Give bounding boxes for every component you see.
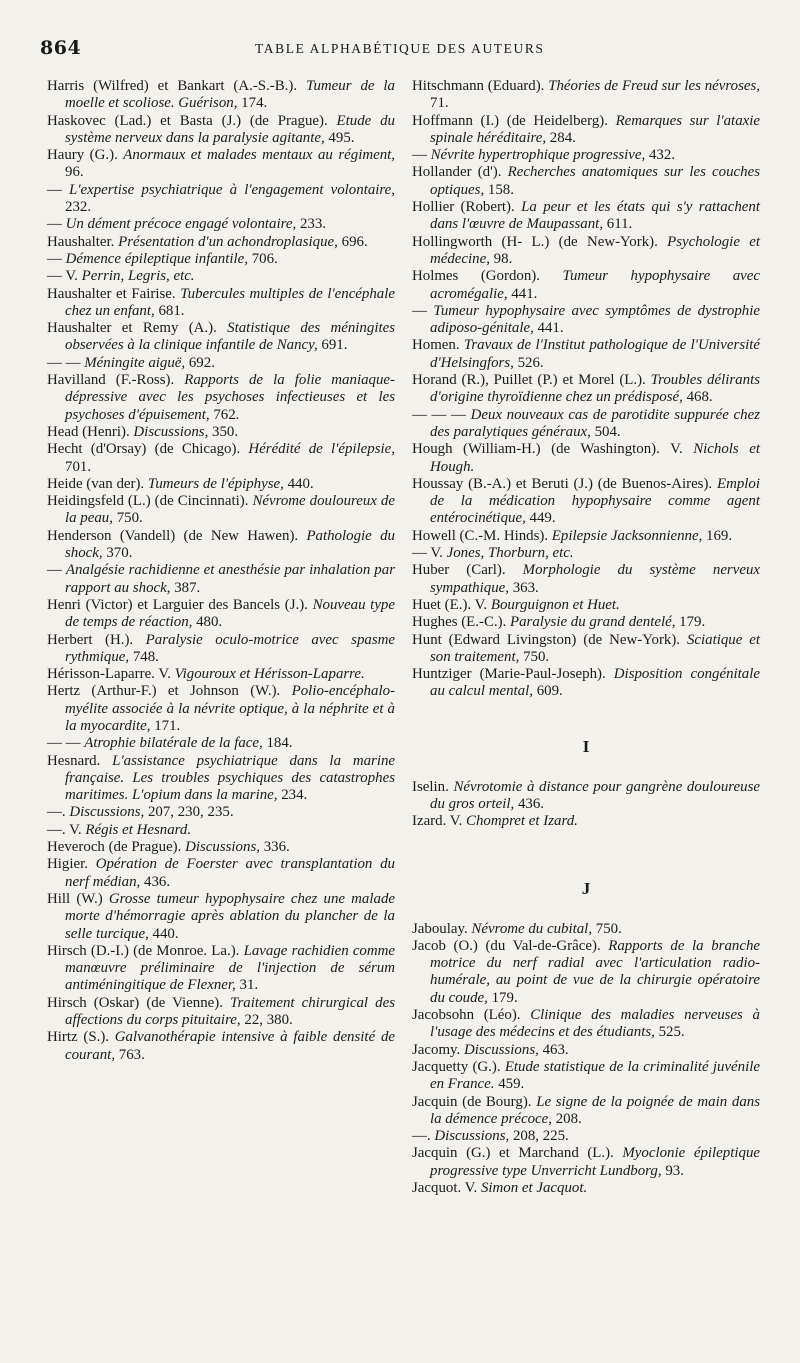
index-entry: [412, 528, 760, 545]
entry-title: Remarques sur l'ataxie spinale héréditaire,: [430, 112, 760, 146]
entry-pages: 234.: [277, 787, 308, 804]
entry-title: Atrophie bilatérale de la face,: [84, 735, 263, 752]
index-entry: [412, 1094, 760, 1129]
entry-title: Un dément précoce engagé volontaire,: [65, 216, 297, 233]
index-entry: [47, 943, 395, 995]
entry-pages: 169.: [702, 527, 733, 544]
entry-pages: 440.: [283, 475, 314, 492]
entry-title: Pathologie du shock,: [65, 527, 395, 562]
entry-author: Henri (Victor) et Larguier des Bancels (J.).: [47, 596, 313, 613]
entry-author: Houssay (B.-A.) et Beruti (J.) (de Buenos-Aires).: [412, 475, 717, 492]
entry-author: Hill (W.): [47, 890, 109, 907]
entry-author: —.: [47, 804, 70, 821]
entry-author: Head (Henri).: [47, 423, 134, 440]
index-entry: [412, 303, 760, 338]
entry-title: Opération de Foerster avec transplantation du nerf médian,: [65, 856, 395, 890]
running-head: TABLE ALPHABÉTIQUE DES AUTEURS: [255, 41, 545, 56]
entry-author: Hesnard.: [47, 752, 113, 769]
index-entry: [412, 407, 760, 442]
entry-title: Galvanothérapie intensive à faible densité de courant,: [65, 1029, 395, 1063]
entry-author: Heidingsfeld (L.) (de Cincinnati).: [47, 493, 253, 510]
entry-pages: 459.: [494, 1076, 525, 1093]
entry-author: Havilland (F.-Ross).: [47, 372, 185, 389]
entry-title: Statistique des méningites observées à la clinique infantile de Nancy,: [65, 320, 395, 354]
entry-title: Myoclonie épileptique progressive type Unverricht Lundborg,: [430, 1145, 760, 1179]
index-entry: [47, 839, 395, 856]
entry-pages: 449.: [525, 510, 556, 527]
entry-pages: 179.: [675, 614, 706, 631]
index-entry: [412, 372, 760, 407]
entry-pages: 208.: [551, 1110, 582, 1127]
entry-pages: 233.: [296, 216, 326, 233]
entry-title: Polio-encéphalo-myélite associée à la névrite optique, à la néphrite et à la myocardite,: [65, 683, 395, 734]
entry-author: Hertz (Arthur-F.) et Johnson (W.).: [47, 683, 292, 700]
entry-title: Vigouroux et Hérisson-Laparre.: [174, 666, 365, 683]
entry-title: Névrome du cubital,: [471, 920, 593, 937]
entry-title: Analgésie rachidienne et anesthésie par inhalation par rapport au shock,: [65, 562, 395, 596]
entry-author: Iselin.: [412, 778, 454, 795]
entry-pages: 762.: [209, 406, 240, 423]
entry-title: Simon et Jacquot.: [480, 1180, 588, 1197]
entry-author: —. V.: [47, 821, 86, 838]
entry-pages: 701.: [65, 458, 92, 475]
index-entry: [47, 182, 395, 217]
entry-author: Hollander (d').: [412, 164, 508, 181]
index-entry: [47, 234, 395, 251]
entry-title: Hérédité de l'épilepsie,: [248, 441, 395, 458]
entry-pages: 98.: [489, 250, 513, 267]
entry-title: Nichols et Hough.: [430, 441, 760, 475]
index-entry: [412, 813, 760, 830]
entry-title: Le signe de la poignée de main dans la démence précoce,: [430, 1093, 761, 1127]
entry-author: Herbert (H.).: [47, 631, 146, 648]
entry-author: — — —: [412, 406, 471, 423]
entry-pages: 692.: [185, 354, 215, 371]
entry-author: Huntziger (Marie-Paul-Joseph).: [412, 666, 614, 683]
entry-pages: 504.: [590, 423, 621, 440]
entry-pages: 440.: [148, 925, 179, 942]
entry-author: —: [412, 147, 431, 164]
entry-pages: 232.: [65, 199, 92, 216]
index-entry: [47, 476, 395, 493]
entry-pages: 611.: [603, 216, 633, 233]
index-entry: [412, 1128, 760, 1145]
index-entry: [47, 632, 395, 667]
index-entry: [47, 147, 395, 182]
entry-pages: 463.: [538, 1041, 569, 1058]
index-entry: [412, 1059, 760, 1094]
entry-pages: 93.: [661, 1162, 684, 1179]
index-entry: [412, 113, 760, 148]
entry-pages: 441.: [507, 285, 538, 302]
i-entries: [412, 779, 760, 831]
entry-pages: 750.: [112, 510, 143, 527]
entry-author: —: [47, 216, 66, 233]
entry-title: Disposition congénitale au calcul mental,: [430, 666, 760, 700]
index-entry: [412, 614, 760, 631]
entry-pages: 432.: [645, 147, 676, 164]
entry-author: Howell (C.-M. Hinds).: [412, 527, 552, 544]
entry-pages: 387.: [170, 579, 201, 596]
entry-title: Discussions,: [69, 804, 145, 821]
entry-author: Hollingworth (H- L.) (de New-York).: [412, 233, 668, 250]
entry-title: Discussions,: [463, 1041, 539, 1058]
entry-pages: 609.: [532, 683, 563, 700]
entry-pages: 750.: [592, 920, 622, 937]
entry-pages: 436.: [140, 873, 171, 890]
index-entry: [412, 562, 760, 597]
entry-pages: 706.: [247, 250, 278, 267]
index-entry: [47, 424, 395, 441]
index-entry: [412, 164, 760, 199]
entry-author: Hirsch (Oskar) (de Vienne).: [47, 994, 231, 1011]
index-entry: [47, 995, 395, 1030]
entry-author: Hitschmann (Eduard).: [412, 78, 549, 94]
index-entry: [47, 735, 395, 752]
entry-author: Haushalter et Remy (A.).: [47, 320, 228, 337]
entry-pages: 336.: [259, 839, 290, 856]
entry-author: Hirtz (S.).: [47, 1029, 115, 1046]
index-entry: [412, 78, 760, 113]
entry-pages: 350.: [208, 423, 239, 440]
index-entry: [412, 1042, 760, 1059]
entry-title: Bourguignon et Huet.: [490, 596, 620, 613]
index-entry: [47, 320, 395, 355]
entry-pages: 480.: [192, 614, 223, 631]
entry-title: Morphologie du système nerveux sympathique,: [430, 562, 761, 596]
entry-pages: 763.: [115, 1046, 145, 1063]
entry-title: Paralysie du grand dentelé,: [510, 614, 676, 631]
entry-title: Epilepsie Jacksonnienne,: [551, 527, 703, 544]
entry-pages: 525.: [654, 1024, 685, 1041]
entry-title: Théories de Freud sur les névroses,: [548, 78, 760, 94]
section-letter-i: I: [582, 736, 590, 756]
index-entry: [412, 199, 760, 234]
entry-author: Huet (E.). V.: [412, 596, 491, 613]
index-entry: [47, 683, 395, 735]
entry-title: Psychologie et médecine,: [430, 233, 760, 267]
index-entry: [412, 938, 760, 1007]
entry-author: —.: [412, 1128, 435, 1145]
entry-pages: 363.: [509, 579, 539, 596]
index-entry: [47, 78, 395, 113]
entry-pages: 750.: [519, 648, 550, 665]
entry-title: Grosse tumeur hypophysaire chez une malade morte d'hémorragie après ablation du plancher de la selle turcique,: [65, 890, 396, 942]
index-entry: [47, 753, 395, 805]
index-entry: [412, 268, 760, 303]
entry-author: Hecht (d'Orsay) (de Chicago).: [47, 441, 249, 458]
entry-author: Jacomy.: [412, 1041, 464, 1058]
entry-title: Tumeurs de l'épiphyse,: [147, 475, 284, 492]
index-entry: [412, 632, 760, 667]
entry-author: —: [47, 181, 70, 198]
entry-pages: 526.: [513, 354, 544, 371]
index-entry: [412, 666, 760, 701]
entry-title: Sciatique et son traitement,: [430, 631, 760, 665]
entry-title: Présentation d'un achondroplasique,: [118, 233, 338, 250]
entry-title: L'assistance psychiatrique dans la marine française. Les troubles psychiques des catastrophes maritimes. L'opium dans la marine,: [65, 752, 396, 804]
entry-title: Paralysie oculo-motrice avec spasme rythmique,: [65, 631, 395, 665]
entry-pages: 174.: [237, 95, 268, 112]
entry-title: Tumeur hypophysaire avec acromégalie,: [430, 268, 760, 302]
entry-title: Névrite hypertrophique progressive,: [430, 147, 646, 164]
entry-author: — —: [47, 354, 85, 371]
entry-pages: 96.: [65, 164, 84, 181]
index-entry: [412, 1007, 760, 1042]
index-entry: [47, 355, 395, 372]
section-letter-j: J: [581, 878, 591, 898]
right-column: [412, 78, 760, 1197]
entry-title: Emploi de la médication hypophysaire comme agent entérocinétique,: [430, 475, 760, 527]
entry-title: Discussions,: [185, 839, 260, 856]
index-entry: [412, 1180, 760, 1197]
page-number: 864: [40, 37, 82, 59]
entry-pages: 696.: [337, 233, 368, 250]
entry-author: Higier.: [47, 856, 96, 873]
entry-title: Traitement chirurgical des affections du corps pituitaire,: [65, 994, 395, 1029]
index-entry: [47, 891, 395, 943]
entry-author: Harris (Wilfred) et Bankart (A.-S.-B.).: [47, 78, 307, 94]
entry-pages: 748.: [129, 648, 159, 665]
entry-title: Etude du système nerveux dans la paralysie agitante,: [65, 112, 395, 146]
entry-title: Tumeur hypophysaire avec symptômes de dystrophie adiposo-génitale,: [430, 302, 760, 337]
index-entry: [412, 779, 760, 814]
entry-title: Nouveau type de temps de réaction,: [65, 596, 395, 631]
entry-author: —: [47, 250, 66, 267]
index-entry: [47, 251, 395, 268]
entry-author: Jacquin (G.) et Marchand (L.).: [412, 1145, 623, 1162]
entry-title: Anormaux et malades mentaux au régiment,: [123, 147, 395, 164]
entry-pages: 284.: [546, 129, 576, 146]
entry-title: Etude statistique de la criminalité juvénile en France.: [430, 1058, 760, 1093]
entry-author: Henderson (Vandell) (de New Hawen).: [47, 527, 307, 544]
entry-title: Tubercules multiples de l'encéphale chez un enfant,: [65, 285, 395, 319]
h-entries-continued: [412, 78, 760, 701]
entry-author: Jacobsohn (Léo).: [412, 1007, 531, 1024]
entry-pages: 179.: [487, 989, 518, 1006]
index-entry: [412, 545, 760, 562]
entry-title: Discussions,: [133, 423, 209, 440]
entry-title: Troubles délirants d'origine thyroïdienne chez un prédisposé,: [430, 372, 760, 406]
entry-author: Hoffmann (I.) (de Heidelberg).: [412, 112, 616, 129]
entry-author: Hough (William-H.) (de Washington). V.: [412, 441, 694, 458]
entry-title: Recherches anatomiques sur les couches optiques,: [430, 164, 760, 198]
entry-author: Hirsch (D.-I.) (de Monroe. La.).: [47, 942, 244, 959]
left-column: [47, 78, 395, 1064]
index-entry: [47, 597, 395, 632]
index-entry: [47, 113, 395, 148]
entry-pages: 370.: [102, 545, 133, 562]
entry-pages: 158.: [484, 181, 514, 198]
index-entry: [47, 666, 395, 683]
index-entry: [47, 804, 395, 821]
entry-author: Hollier (Robert).: [412, 199, 522, 216]
entry-pages: 468.: [682, 389, 713, 406]
entry-pages: 208, 225.: [509, 1128, 569, 1145]
entry-author: — V.: [47, 268, 82, 285]
entry-title: Discussions,: [434, 1128, 510, 1145]
index-entry: [412, 921, 760, 938]
index-entry: [412, 476, 760, 528]
entry-title: Clinique des maladies nerveuses à l'usage des médecins et des étudiants,: [430, 1007, 760, 1041]
entry-author: Heveroch (de Prague).: [47, 839, 186, 856]
entry-author: Haushalter et Fairise.: [47, 285, 181, 302]
entry-title: Jones, Thorburn, etc.: [446, 545, 574, 562]
entry-author: — V.: [412, 545, 447, 562]
entry-author: Jacquin (de Bourg).: [412, 1093, 537, 1110]
entry-author: Holmes (Gordon).: [412, 268, 563, 285]
index-entry: [412, 337, 760, 372]
index-entry: [412, 234, 760, 269]
entry-title: Démence épileptique infantile,: [65, 250, 248, 267]
entry-pages: 441.: [533, 320, 564, 337]
entry-title: Névrome douloureux de la peau,: [65, 493, 395, 527]
index-entry: [412, 1145, 760, 1180]
index-entry: [47, 493, 395, 528]
entry-author: —: [412, 302, 434, 319]
entry-author: Haury (G.).: [47, 147, 124, 164]
entry-title: Tumeur de la moelle et scoliose. Guérison,: [65, 78, 395, 112]
index-entry: [47, 216, 395, 233]
index-entry: [47, 528, 395, 563]
entry-pages: 681.: [154, 302, 185, 319]
entry-pages: 691.: [317, 337, 348, 354]
entry-author: Jacob (O.) (du Val-de-Grâce).: [412, 937, 609, 954]
entry-author: Izard. V.: [412, 813, 467, 830]
entry-title: Rapports de la branche motrice du nerf radial avec l'articulation radio-humérale, au point de vue de la chirurgie opératoire du coude,: [430, 937, 760, 1006]
entry-pages: 22, 380.: [240, 1012, 293, 1029]
entry-title: La peur et les états qui s'y rattachent dans l'œuvre de Maupassant,: [430, 199, 760, 233]
entry-pages: 207, 230, 235.: [144, 804, 234, 821]
entry-title: Méningite aiguë,: [84, 354, 186, 371]
entry-author: Haskovec (Lad.) et Basta (J.) (de Prague).: [47, 112, 337, 129]
entry-title: Travaux de l'Institut pathologique de l'Université d'Helsingfors,: [430, 337, 760, 371]
entry-author: Jacquot. V.: [412, 1180, 481, 1197]
entry-author: Heide (van der).: [47, 475, 148, 492]
entry-author: Haushalter.: [47, 233, 119, 250]
index-entry: [47, 1029, 395, 1064]
entry-pages: 31.: [235, 977, 259, 994]
entry-pages: 495.: [324, 129, 355, 146]
index-entry: [47, 268, 395, 285]
index-entry: [412, 441, 760, 476]
entry-pages: 184.: [262, 735, 293, 752]
entry-title: L'expertise psychiatrique à l'engagement volontaire,: [69, 181, 395, 198]
entry-author: Jaboulay.: [412, 920, 472, 937]
entry-author: Hérisson-Laparre. V.: [47, 666, 175, 683]
entry-author: Homen.: [412, 337, 464, 354]
entry-author: —: [47, 562, 66, 579]
index-entry: [47, 441, 395, 476]
index-entry: [412, 597, 760, 614]
entry-pages: 171.: [150, 717, 181, 734]
entry-author: Horand (R.), Puillet (P.) et Morel (L.).: [412, 372, 651, 389]
entry-pages: 436.: [514, 795, 545, 812]
entry-title: Chompret et Izard.: [466, 813, 578, 830]
entry-title: Régis et Hesnard.: [85, 821, 192, 838]
entry-title: Deux nouveaux cas de parotidite suppurée chez des paralytiques généraux,: [430, 406, 760, 440]
index-entry: [47, 372, 395, 424]
j-entries: [412, 921, 760, 1198]
index-entry: [47, 562, 395, 597]
entry-title: Rapports de la folie maniaque-dépressive avec les psychoses infectieuses et les psychoses d'épuisement,: [65, 372, 395, 423]
entry-author: — —: [47, 735, 85, 752]
entry-title: Névrotomie à distance pour gangrène douloureuse du gros orteil,: [430, 778, 760, 812]
index-entry: [47, 822, 395, 839]
entry-title: Perrin, Legris, etc.: [81, 268, 195, 285]
index-entry: [47, 286, 395, 321]
entry-author: Jacquetty (G.).: [412, 1058, 505, 1075]
entry-pages: 71.: [430, 95, 449, 112]
entry-author: Huber (Carl).: [412, 562, 523, 579]
entry-title: Lavage rachidien comme manœuvre préliminaire de l'injection de sérum antiméningitique de Flexner,: [65, 942, 395, 994]
index-entry: [412, 147, 760, 164]
entry-author: Hunt (Edward Livingston) (de New-York).: [412, 631, 687, 648]
index-entry: [47, 856, 395, 891]
entry-author: Hughes (E.-C.).: [412, 614, 511, 631]
